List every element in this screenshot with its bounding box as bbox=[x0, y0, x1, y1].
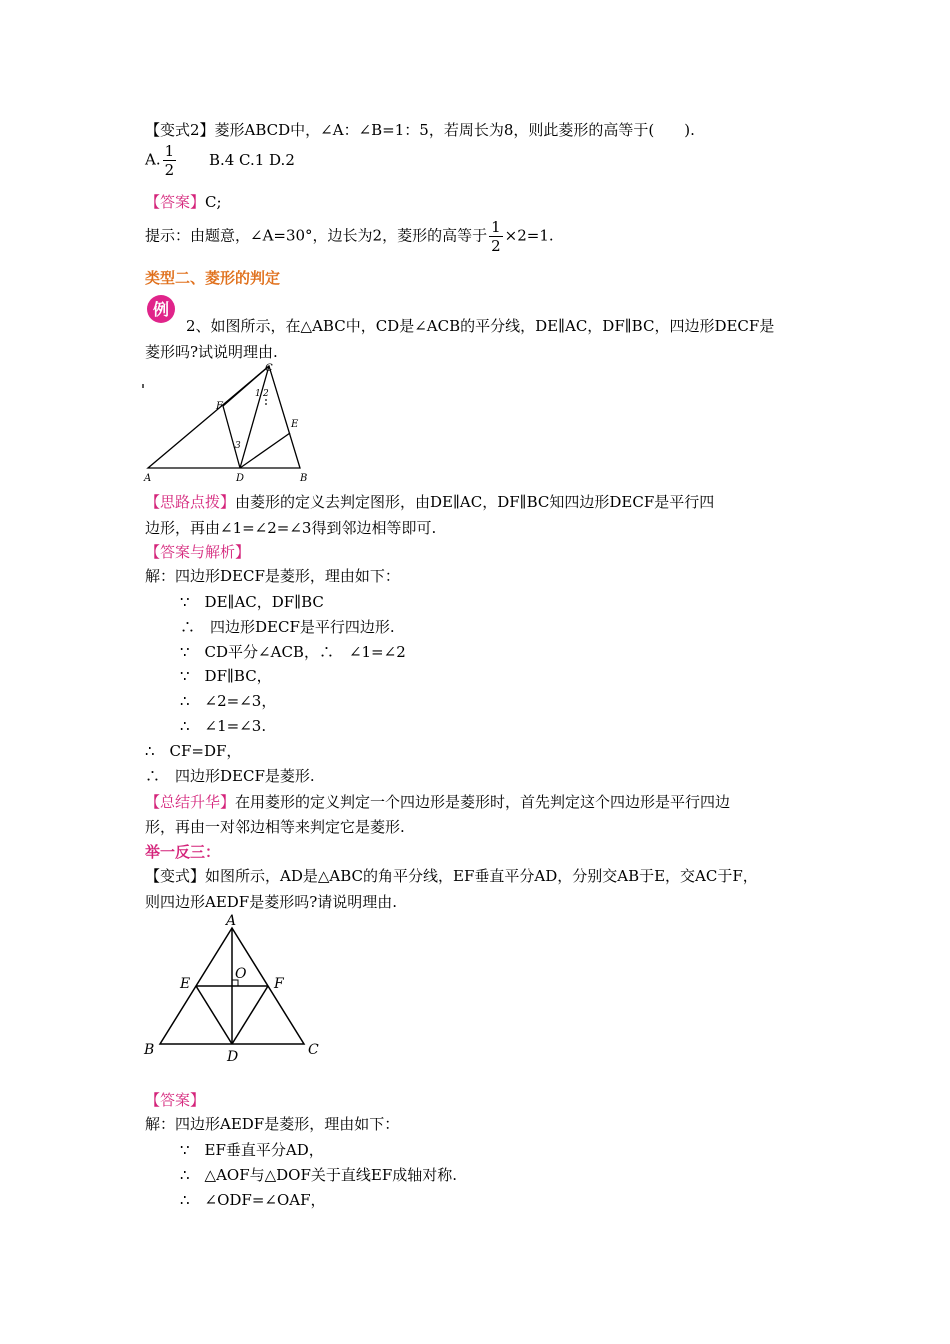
practice-solution-step: ∴ ∠ODF=∠OAF， bbox=[180, 1191, 326, 1209]
think-line1 bbox=[145, 492, 714, 512]
example2-line2: 菱形吗?试说明理由. bbox=[145, 343, 278, 361]
summary-line1 bbox=[145, 792, 730, 812]
variant2-question-text: 菱形ABCD中，∠A：∠B=1：5，若周长为8，则此菱形的高等于( ). bbox=[214, 121, 695, 139]
think-label: 【思路点拨】 bbox=[145, 493, 236, 511]
summary-label: 【总结升华】 bbox=[145, 793, 236, 811]
variant2-hint bbox=[145, 218, 554, 255]
label-f: F bbox=[274, 976, 284, 992]
triangle-figure-1 bbox=[140, 360, 320, 485]
solution-step: ∵ CD平分∠ACB，∴ ∠1=∠2 bbox=[180, 643, 406, 661]
angle-1-label: 1 bbox=[255, 389, 261, 399]
fraction-denominator: 2 bbox=[491, 237, 501, 255]
variant2-question bbox=[145, 120, 695, 140]
think-line2: 边形，再由∠1=∠2=∠3得到邻边相等即可. bbox=[145, 519, 437, 537]
fraction-numerator: 1 bbox=[164, 142, 175, 160]
solution-conclusion: ∴ 四边形DECF是菱形. bbox=[145, 767, 315, 785]
section-title: 类型二、菱形的判定 bbox=[145, 269, 281, 287]
label-e: E bbox=[291, 419, 299, 430]
label-b: B bbox=[300, 473, 308, 484]
practice-label: 【变式】 bbox=[145, 867, 206, 885]
label-c: C bbox=[308, 1042, 319, 1058]
hint-text-post: ×2=1. bbox=[504, 226, 554, 245]
answer-value: C; bbox=[205, 193, 222, 211]
option-a-fraction bbox=[163, 142, 177, 179]
practice-solution-intro: 解：四边形AEDF是菱形，理由如下： bbox=[145, 1115, 400, 1133]
answer-analysis-label: 【答案与解析】 bbox=[145, 543, 251, 561]
label-d: D bbox=[236, 473, 245, 484]
label-a: A bbox=[144, 473, 152, 484]
label-e: E bbox=[180, 976, 191, 992]
summary-text-1: 在用菱形的定义判定一个四边形是菱形时，首先判定这个四边形是平行四边 bbox=[235, 793, 731, 811]
label-c: C bbox=[265, 363, 273, 374]
practice-title: 举一反三： bbox=[145, 843, 221, 861]
solution-step: ∴ ∠1=∠3. bbox=[180, 717, 267, 735]
variant2-label: 【变式2】 bbox=[145, 121, 215, 139]
label-b: B bbox=[144, 1042, 155, 1058]
variant2-answer bbox=[145, 192, 222, 212]
example-badge-text: 例 bbox=[152, 300, 170, 319]
angle-3-label: 3 bbox=[235, 441, 241, 451]
solution-step: ∵ DE∥AC，DF∥BC bbox=[180, 593, 324, 611]
solution-step: ∴ 四边形DECF是平行四边形. bbox=[180, 618, 395, 636]
label-f: F bbox=[216, 401, 223, 412]
label-o: O bbox=[235, 966, 247, 982]
summary-line2: 形，再由一对邻边相等来判定它是菱形. bbox=[145, 818, 405, 836]
variant2-options bbox=[145, 142, 295, 179]
option-a-label: A. bbox=[145, 150, 161, 169]
triangle-figure-2 bbox=[140, 908, 330, 1063]
practice-answer-label: 【答案】 bbox=[145, 1091, 206, 1109]
hint-text-pre: 提示：由题意，∠A=30°，边长为2，菱形的高等于 bbox=[145, 226, 488, 245]
practice-solution-step: ∴ △AOF与△DOF关于直线EF成轴对称. bbox=[180, 1166, 458, 1184]
practice-question-2: 则四边形AEDF是菱形吗?请说明理由. bbox=[145, 893, 398, 911]
label-a: A bbox=[226, 913, 237, 929]
solution-conclusion: ∴ CF=DF， bbox=[145, 742, 242, 760]
think-text-1: 由菱形的定义去判定图形，由DE∥AC，DF∥BC知四边形DECF是平行四 bbox=[235, 493, 715, 511]
label-d: D bbox=[227, 1049, 239, 1063]
practice-text-1: 如图所示，AD是△ABC的角平分线，EF垂直平分AD，分别交AB于E，交AC于F， bbox=[205, 867, 758, 885]
fraction-denominator: 2 bbox=[164, 161, 175, 179]
answer-label: 【答案】 bbox=[145, 193, 206, 211]
solution-step: ∵ DF∥BC， bbox=[180, 667, 272, 685]
practice-question-1 bbox=[145, 866, 758, 886]
example-badge-icon bbox=[146, 294, 176, 324]
practice-solution-step: ∵ EF垂直平分AD， bbox=[180, 1141, 324, 1159]
angle-2-label: 2 bbox=[263, 389, 269, 399]
fraction-numerator: 1 bbox=[491, 218, 501, 236]
options-rest: B.4 C.1 D.2 bbox=[208, 150, 295, 169]
example2-line1: 2、如图所示，在△ABC中，CD是∠ACB的平分线，DE∥AC，DF∥BC，四边形DECF是 bbox=[186, 317, 775, 335]
solution-intro: 解：四边形DECF是菱形，理由如下： bbox=[145, 567, 400, 585]
hint-fraction bbox=[489, 218, 503, 255]
solution-step: ∴ ∠2=∠3， bbox=[180, 692, 277, 710]
